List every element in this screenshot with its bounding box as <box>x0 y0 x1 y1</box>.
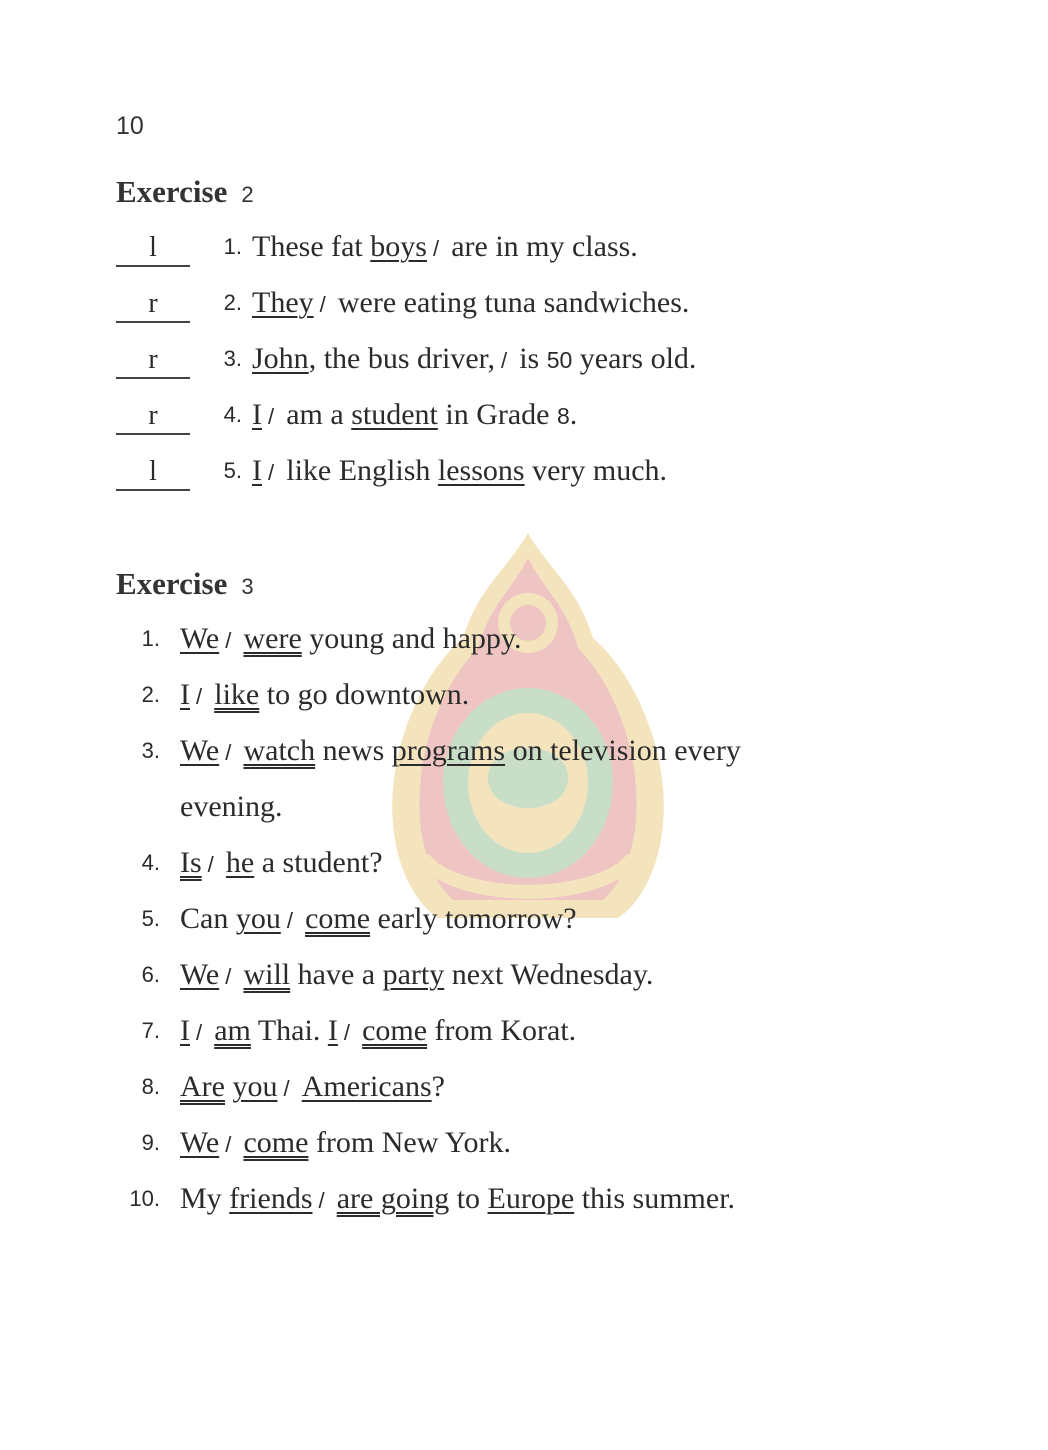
sentence-text: on television every <box>505 734 741 767</box>
exercise-3-number: 3 <box>241 574 254 599</box>
item-number: 2. <box>223 290 242 315</box>
sentence-text: are in my class. <box>451 230 638 263</box>
exercise-2-label: Exercise <box>116 174 228 209</box>
subject-word: I <box>252 454 262 487</box>
subject-word: friends <box>229 1182 313 1215</box>
watermark-seal <box>378 528 678 923</box>
exercise-2-heading <box>116 174 254 210</box>
item-number: 5. <box>223 458 242 483</box>
item-number: 3. <box>223 346 242 371</box>
subject-word: They <box>252 286 314 319</box>
item-number: 8. <box>141 1074 160 1099</box>
sentence-text: early tomorrow? <box>370 902 577 935</box>
sentence-text: from New York. <box>308 1126 511 1159</box>
sentence <box>180 958 653 994</box>
sentence <box>180 1126 511 1162</box>
sentence-text: have a <box>290 958 383 991</box>
subject-word: boys <box>370 230 427 263</box>
sentence <box>180 734 741 770</box>
sentence-text: is <box>519 342 547 375</box>
answer-blank[interactable]: r <box>116 287 190 323</box>
sentence-text: These fat <box>252 230 371 263</box>
divider-slash: / <box>207 852 220 877</box>
sentence <box>180 678 469 714</box>
numeral: 50 <box>546 347 573 373</box>
verb-word: watch <box>243 734 316 767</box>
divider-slash: / <box>225 1132 238 1157</box>
sentence <box>180 902 577 938</box>
sentence-text: years old. <box>572 342 697 375</box>
sentence <box>180 846 383 882</box>
answer-blank[interactable]: l <box>116 455 190 491</box>
subject-word: lessons <box>437 454 525 487</box>
verb-word: come <box>305 902 371 935</box>
answer-blank[interactable]: r <box>116 343 190 379</box>
item-number: 4. <box>223 402 242 427</box>
divider-slash: / <box>268 404 281 429</box>
sentence-text: like English <box>286 454 438 487</box>
exercise-2-number: 2 <box>241 182 254 207</box>
divider-slash: / <box>225 740 238 765</box>
sentence-continuation: evening. <box>180 790 283 823</box>
item-number: 2. <box>141 682 160 707</box>
answer-blank[interactable]: l <box>116 231 190 267</box>
sentence-text: young and happy. <box>301 622 522 655</box>
sentence <box>252 230 638 266</box>
sentence-text: this summer. <box>574 1182 736 1215</box>
sentence <box>252 342 696 378</box>
item-number: 5. <box>141 906 160 931</box>
sentence-text: , the bus driver, <box>308 342 495 375</box>
sentence <box>252 286 689 322</box>
sentence-text: Thai. <box>250 1014 328 1047</box>
sentence-text: My <box>180 1182 230 1215</box>
verb-word: will <box>243 958 291 991</box>
sentence-text: a student? <box>254 846 383 879</box>
item-number: 9. <box>141 1130 160 1155</box>
sentence-text: next Wednesday. <box>444 958 654 991</box>
subject-word: programs <box>391 734 506 767</box>
sentence <box>180 622 521 658</box>
verb-word: Is <box>180 846 202 879</box>
item-number: 6. <box>141 962 160 987</box>
subject-word: I <box>252 398 262 431</box>
divider-slash: / <box>318 1188 331 1213</box>
sentence-text: very much. <box>524 454 668 487</box>
numeral: 8 <box>557 403 570 429</box>
answer-blank[interactable]: r <box>116 399 190 435</box>
subject-word: I <box>180 1014 190 1047</box>
verb-word: come <box>362 1014 428 1047</box>
verb-word: come <box>243 1126 309 1159</box>
verb-word: Are <box>180 1070 225 1103</box>
exercise-3-heading <box>116 566 254 602</box>
verb-word: were <box>243 622 302 655</box>
divider-slash: / <box>268 460 281 485</box>
subject-word: We <box>180 1126 220 1159</box>
subject-word: party <box>382 958 445 991</box>
subject-word: Americans <box>301 1070 432 1103</box>
sentence-text: ? <box>431 1070 445 1103</box>
subject-word: he <box>225 846 255 879</box>
sentence <box>180 1014 576 1050</box>
divider-slash: / <box>432 236 446 261</box>
subject-word: Europe <box>487 1182 575 1215</box>
verb-word: am <box>214 1014 251 1047</box>
item-number: 1. <box>223 234 242 259</box>
sentence-text: Can <box>180 902 236 935</box>
sentence-text: am a <box>286 398 352 431</box>
divider-slash: / <box>500 348 514 373</box>
item-number: 10. <box>129 1186 160 1211</box>
exercise-3-label: Exercise <box>116 566 228 601</box>
subject-word: I <box>327 1014 338 1047</box>
divider-slash: / <box>196 684 209 709</box>
divider-slash: / <box>225 964 238 989</box>
sentence-text: to go downtown. <box>259 678 470 711</box>
divider-slash: / <box>286 908 300 933</box>
verb-word: are going <box>336 1182 450 1215</box>
subject-word: student <box>351 398 438 431</box>
subject-word: you <box>235 902 281 935</box>
item-number: 4. <box>141 850 160 875</box>
sentence <box>252 398 577 434</box>
subject-word: I <box>180 678 190 711</box>
subject-word: you <box>232 1070 278 1103</box>
sentence <box>180 1070 445 1106</box>
item-number: 3. <box>141 738 160 763</box>
sentence-text: from Korat. <box>427 1014 577 1047</box>
sentence-text: were eating tuna sandwiches. <box>337 286 690 319</box>
sentence-text: in Grade <box>437 398 557 431</box>
divider-slash: / <box>343 1020 357 1045</box>
page-number: 10 <box>116 112 144 140</box>
verb-word: like <box>214 678 260 711</box>
subject-word: We <box>180 734 220 767</box>
subject-word: We <box>180 958 220 991</box>
subject-word: We <box>180 622 220 655</box>
subject-word: John <box>252 342 309 375</box>
divider-slash: / <box>225 628 238 653</box>
sentence-text: news <box>315 734 392 767</box>
item-number: 1. <box>141 626 160 651</box>
sentence <box>252 454 667 490</box>
sentence-text: . <box>569 398 578 431</box>
divider-slash: / <box>283 1076 296 1101</box>
sentence <box>180 1182 735 1218</box>
sentence-text: to <box>449 1182 488 1215</box>
divider-slash: / <box>319 292 332 317</box>
divider-slash: / <box>196 1020 209 1045</box>
item-number: 7. <box>141 1018 160 1043</box>
